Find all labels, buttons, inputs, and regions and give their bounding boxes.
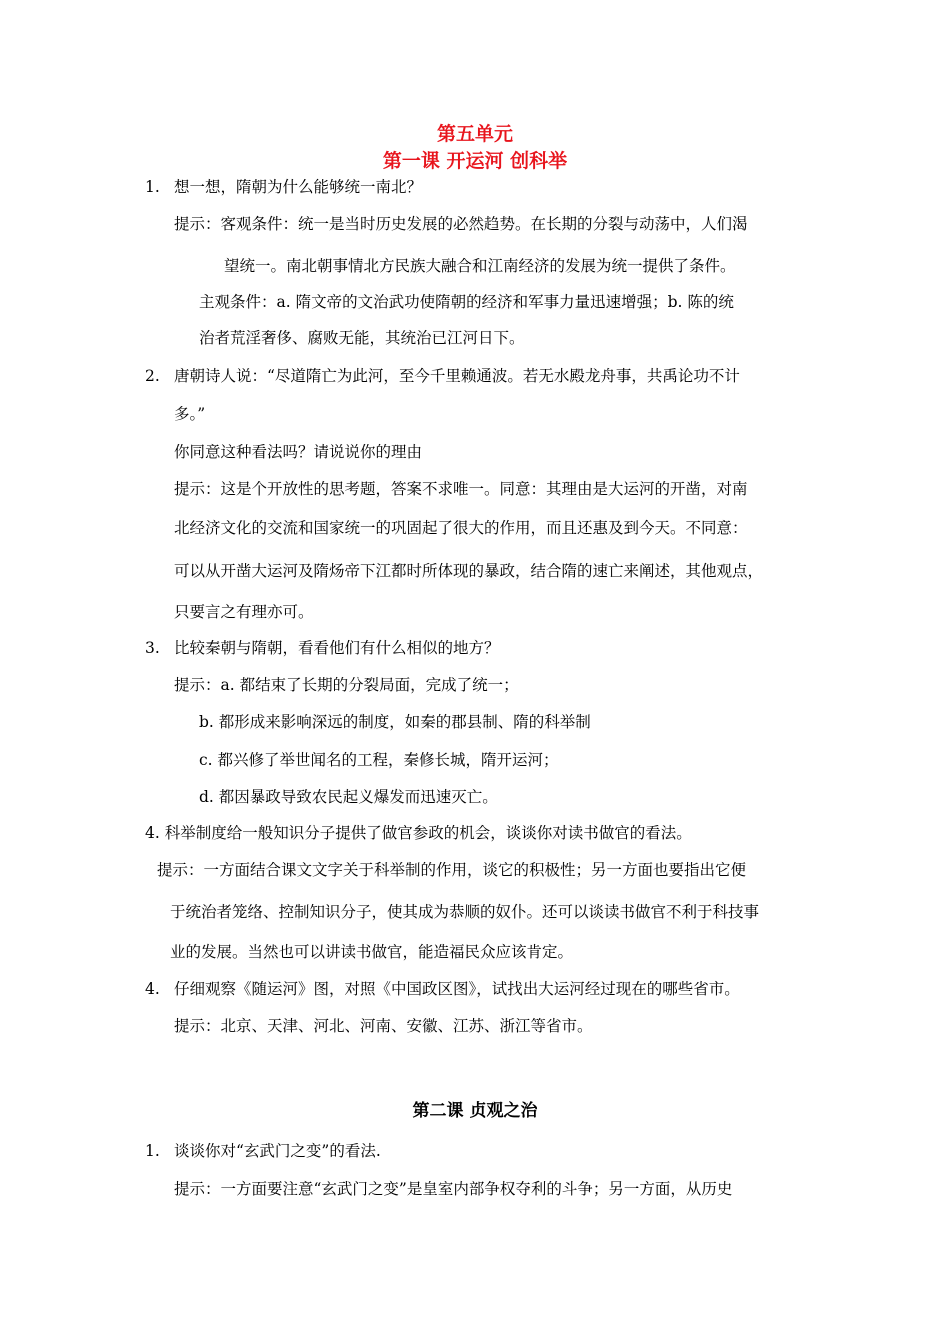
q2-hint-line3: 可以从开凿大运河及隋炀帝下江都时所体现的暴政，结合隋的速亡来阐述，其他观点， — [174, 562, 764, 580]
q2-question-line3: 你同意这种看法吗？请说说你的理由 — [174, 443, 423, 461]
q2-hint-line2: 北经济文化的交流和国家统一的巩固起了很大的作用，而且还惠及到今天。不同意： — [174, 519, 748, 537]
q3-number: 3. — [145, 639, 160, 657]
q3-hint-d: d. 都因暴政导致农民起义爆发而迅速灭亡。 — [199, 788, 498, 806]
lesson1-title: 第一课 开运河 创科举 — [382, 150, 568, 172]
q2-hint-line1: 提示：这是个开放性的思考题，答案不求唯一。同意：其理由是大运河的开凿，对南 — [174, 480, 748, 498]
q4a-hint-line3: 业的发展。当然也可以讲读书做官，能造福民众应该肯定。 — [170, 943, 574, 961]
q4a-question: 4. 科举制度给一般知识分子提供了做官参政的机会，谈谈你对读书做官的看法。 — [145, 824, 692, 842]
q1-hint-line1: 提示：客观条件：统一是当时历史发展的必然趋势。在长期的分裂与动荡中，人们渴 — [174, 215, 748, 233]
q1-hint-line2: 望统一。南北朝事情北方民族大融合和江南经济的发展为统一提供了条件。 — [224, 257, 736, 275]
q3-question: 比较秦朝与隋朝，看看他们有什么相似的地方？ — [174, 639, 500, 657]
q4b-question: 仔细观察《随运河》图，对照《中国政区图》，试找出大运河经过现在的哪些省市。 — [174, 980, 740, 998]
q3-hint-c: c. 都兴修了举世闻名的工程，秦修长城，隋开运河； — [199, 751, 559, 769]
q2-hint-line4: 只要言之有理亦可。 — [174, 603, 314, 621]
q1-number: 1. — [145, 178, 160, 196]
q1-hint-line3: 主观条件：a. 隋文帝的文治武功使隋朝的经济和军事力量迅速增强；b. 陈的统 — [199, 293, 734, 311]
l2q1-question: 谈谈你对“玄武门之变”的看法. — [174, 1142, 381, 1160]
l2q1-number: 1. — [145, 1142, 160, 1160]
l2q1-hint: 提示：一方面要注意“玄武门之变”是皇室内部争权夺利的斗争；另一方面，从历史 — [174, 1180, 733, 1198]
q4b-hint: 提示：北京、天津、河北、河南、安徽、江苏、浙江等省市。 — [174, 1017, 593, 1035]
lesson2-title: 第二课 贞观之治 — [412, 1101, 538, 1121]
q4b-number: 4. — [145, 980, 160, 998]
q1-question: 想一想，隋朝为什么能够统一南北？ — [174, 178, 423, 196]
q2-question-line1: 唐朝诗人说：“尽道隋亡为此河，至今千里赖通波。若无水殿龙舟事，共禹论功不计 — [174, 367, 740, 385]
q4a-hint-line1: 提示：一方面结合课文文字关于科举制的作用，谈它的积极性；另一方面也要指出它便 — [157, 861, 747, 879]
q3-hint-b: b. 都形成来影响深远的制度，如秦的郡县制、隋的科举制 — [199, 713, 591, 731]
q2-question-line2: 多。” — [174, 405, 206, 423]
q1-hint-line4: 治者荒淫奢侈、腐败无能，其统治已江河日下。 — [199, 329, 525, 347]
q3-hint-a: 提示：a. 都结束了长期的分裂局面，完成了统一； — [174, 676, 519, 694]
unit-title: 第五单元 — [436, 123, 513, 145]
q4a-hint-line2: 于统治者笼络、控制知识分子，使其成为恭顺的奴仆。还可以谈读书做官不利于科技事 — [170, 903, 760, 921]
q2-number: 2. — [145, 367, 160, 385]
